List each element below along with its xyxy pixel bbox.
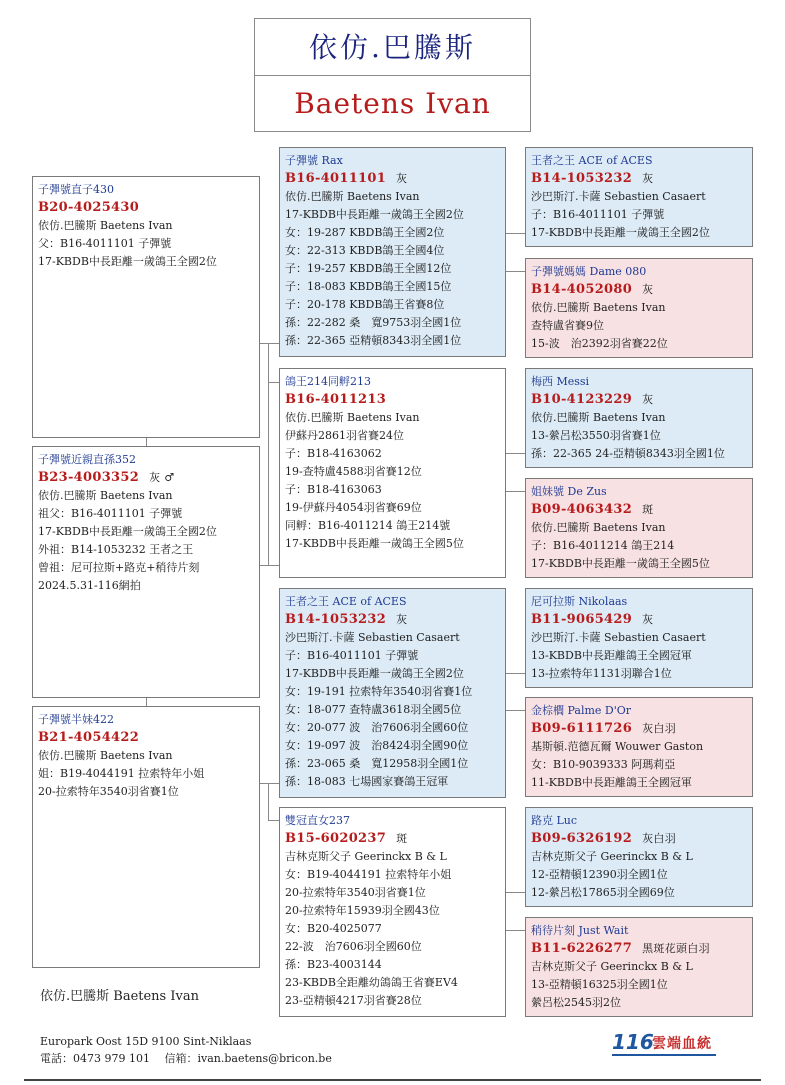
ring-number: B16-4011101 灰 xyxy=(285,171,408,186)
pedigree-card-gen3-3 xyxy=(525,478,753,578)
connector-line xyxy=(506,453,525,454)
ring-number: B14-1053232 灰 xyxy=(285,612,408,627)
pedigree-card-dam xyxy=(279,368,506,578)
bottom-divider xyxy=(24,1079,761,1081)
card-line: 23-KBDB全距離幼鴿鴿王省賽EV4 xyxy=(285,976,458,989)
card-line: 17-KBDB中長距離一歲鴿王全國2位 xyxy=(531,226,710,239)
ring-number: B09-6326192 灰白羽 xyxy=(531,831,676,846)
card-title: 尼可拉斯 Nikolaas xyxy=(531,595,628,608)
card-line: 外祖：B14-1053232 王者之王 xyxy=(38,543,194,556)
logo-number: 116 xyxy=(612,1030,654,1054)
card-title: 路克 Luc xyxy=(531,814,578,827)
ring-number: B23-4003352 灰 ♂ xyxy=(38,470,175,485)
ring-number: B11-6226277 黑斑花頭白羽 xyxy=(531,941,710,956)
ring-number: B16-4011213 xyxy=(285,392,387,407)
pedigree-card-gen1-0 xyxy=(32,176,260,438)
card-line: 11-KBDB中長距離鴿王全國冠軍 xyxy=(531,776,692,789)
pedigree-card-gen3-2 xyxy=(525,368,753,468)
card-line: 依仿.巴騰斯 Baetens Ivan xyxy=(285,411,420,424)
card-line: 子：B16-4011214 鴿王214 xyxy=(531,539,675,552)
card-line: 姐：B19-4044191 拉索特年小姐 xyxy=(38,767,205,780)
card-line: 子：19-257 KBDB鴿王全國12位 xyxy=(285,262,452,275)
card-line: 子：20-178 KBDB鴿王省賽8位 xyxy=(285,298,445,311)
card-line: 孫：18-083 七場國家賽鴿王冠軍 xyxy=(285,775,449,788)
pedigree-card-gen1-1 xyxy=(32,446,260,698)
card-line: 13-KBDB中長距離鴿王全國冠軍 xyxy=(531,649,692,662)
connector-line xyxy=(146,698,147,706)
card-line: 19-查特盧4588羽省賽12位 xyxy=(285,465,422,478)
card-line: 子：B18-4163062 xyxy=(285,447,382,460)
card-title: 子彈號直子430 xyxy=(38,183,114,196)
connector-line xyxy=(260,343,279,344)
card-line: 23-亞精頓4217羽省賽28位 xyxy=(285,994,422,1007)
connector-line xyxy=(506,892,525,893)
card-title: 子彈號半妹422 xyxy=(38,713,114,726)
card-line: 12-亞精頓12390羽全國1位 xyxy=(531,868,668,881)
connector-line xyxy=(268,343,269,565)
card-line: 依仿.巴騰斯 Baetens Ivan xyxy=(531,411,666,424)
card-line: 20-拉索特年3540羽省賽1位 xyxy=(38,785,179,798)
card-line: 17-KBDB中長距離一歲鴿王全國2位 xyxy=(38,255,217,268)
connector-line xyxy=(268,783,269,820)
card-title: 姐妹號 De Zus xyxy=(531,485,607,498)
card-line: 依仿.巴騰斯 Baetens Ivan xyxy=(38,219,173,232)
pedigree-card-sire xyxy=(279,147,506,357)
pedigree-card-gen3-4 xyxy=(525,588,753,688)
card-line: 孫：22-282 桑 寬9753羽全國1位 xyxy=(285,316,462,329)
card-line: 孫：23-065 桑 寬12958羽全國1位 xyxy=(285,757,469,770)
contact-info: 電話：0473 979 101 信箱：ivan.baetens@bricon.be xyxy=(40,1052,332,1065)
card-title: 子彈號媽媽 Dame 080 xyxy=(531,265,647,278)
pedigree-card-maternal-dam xyxy=(279,807,506,1017)
header-name-chinese: 依仿.巴騰斯 xyxy=(255,19,530,76)
connector-line xyxy=(506,673,525,674)
connector-line xyxy=(506,271,525,272)
card-line: 17-KBDB中長距離一歲鴿王全國5位 xyxy=(531,557,710,570)
ring-number: B15-6020237 斑 xyxy=(285,831,408,846)
card-line: 吉林克斯父子 Geerinckx B & L xyxy=(531,850,693,863)
address: Europark Oost 15D 9100 Sint-Niklaas xyxy=(40,1035,252,1048)
card-line: 孫：B23-4003144 xyxy=(285,958,382,971)
pedigree-card-maternal-sire xyxy=(279,588,506,798)
ring-number: B14-4052080 灰 xyxy=(531,282,654,297)
card-line: 女：18-077 查特盧3618羽全國5位 xyxy=(285,703,462,716)
card-line: 女：19-287 KBDB鴿王全國2位 xyxy=(285,226,445,239)
card-line: 13-拉索特年1131羽聯合1位 xyxy=(531,667,672,680)
card-line: 子：B18-4163063 xyxy=(285,483,382,496)
card-line: 曾祖：尼可拉斯+路克+稍待片刻 xyxy=(38,561,200,574)
card-line: 13-縈呂松3550羽省賽1位 xyxy=(531,429,661,442)
connector-line xyxy=(146,438,147,446)
contact-block xyxy=(40,1033,332,1067)
logo-underline xyxy=(612,1054,716,1056)
card-line: 子：18-083 KBDB鴿王全國15位 xyxy=(285,280,452,293)
card-line: 19-伊蘇丹4054羽省賽69位 xyxy=(285,501,422,514)
card-title: 鴿王214同孵213 xyxy=(285,375,371,388)
card-line: 13-亞精頓16325羽全國1位 xyxy=(531,978,668,991)
card-title: 稍待片刻 Just Wait xyxy=(531,924,629,937)
card-line: 17-KBDB中長距離一歲鴿王全國2位 xyxy=(285,208,464,221)
card-title: 金棕櫚 Palme D'Or xyxy=(531,704,632,717)
card-line: 女：B10-9039333 阿瑪莉亞 xyxy=(531,758,676,771)
card-line: 依仿.巴騰斯 Baetens Ivan xyxy=(38,489,173,502)
card-title: 子彈號近親直孫352 xyxy=(38,453,136,466)
connector-line xyxy=(506,491,525,492)
card-line: 依仿.巴騰斯 Baetens Ivan xyxy=(531,301,666,314)
connector-line xyxy=(260,565,279,566)
connector-line xyxy=(506,930,525,931)
connector-line xyxy=(506,233,525,234)
card-title: 梅西 Messi xyxy=(531,375,590,388)
card-line: 女：19-191 拉索特年3540羽省賽1位 xyxy=(285,685,473,698)
logo-text: 雲端血統 xyxy=(652,1036,712,1052)
card-line: 吉林克斯父子 Geerinckx B & L xyxy=(531,960,693,973)
card-line: 女：B20-4025077 xyxy=(285,922,382,935)
card-line: 沙巴斯汀.卡薩 Sebastien Casaert xyxy=(285,631,460,644)
card-line: 12-縈呂松17865羽全國69位 xyxy=(531,886,675,899)
ring-number: B21-4054422 xyxy=(38,730,140,745)
card-line: 孫：22-365 24-亞精頓8343羽全國1位 xyxy=(531,447,725,460)
card-line: 伊蘇丹2861羽省賽24位 xyxy=(285,429,404,442)
card-line: 17-KBDB中長距離一歲鴿王全國5位 xyxy=(285,537,464,550)
ring-number: B09-6111726 灰白羽 xyxy=(531,721,676,736)
pedigree-card-gen1-2 xyxy=(32,706,260,968)
card-line: 沙巴斯汀.卡薩 Sebastien Casaert xyxy=(531,190,706,203)
site-logo xyxy=(612,1030,722,1056)
connector-line xyxy=(260,783,279,784)
card-line: 依仿.巴騰斯 Baetens Ivan xyxy=(38,749,173,762)
pedigree-card-gen3-5 xyxy=(525,697,753,797)
connector-line xyxy=(268,382,279,383)
card-line: 祖父：B16-4011101 子彈號 xyxy=(38,507,183,520)
card-title: 雙冠直女237 xyxy=(285,814,350,827)
card-line: 子：B16-4011101 子彈號 xyxy=(531,208,665,221)
card-line: 22-波 治7606羽全國60位 xyxy=(285,940,422,953)
card-line: 子：B16-4011101 子彈號 xyxy=(285,649,419,662)
header-name-english: Baetens Ivan xyxy=(294,87,491,120)
card-line: 縈呂松2545羽2位 xyxy=(531,996,621,1009)
card-line: 查特盧省賽9位 xyxy=(531,319,604,332)
card-line: 父：B16-4011101 子彈號 xyxy=(38,237,172,250)
card-line: 孫：22-365 亞精頓8343羽全國1位 xyxy=(285,334,462,347)
card-title: 子彈號 Rax xyxy=(285,154,343,167)
ring-number: B09-4063432 斑 xyxy=(531,502,654,517)
pedigree-card-gen3-6 xyxy=(525,807,753,907)
ring-number: B14-1053232 灰 xyxy=(531,171,654,186)
card-line: 女：22-313 KBDB鴿王全國4位 xyxy=(285,244,445,257)
card-title: 王者之王 ACE of ACES xyxy=(531,154,653,167)
ring-number: B11-9065429 灰 xyxy=(531,612,654,627)
card-line: 女：B19-4044191 拉索特年小姐 xyxy=(285,868,452,881)
ring-number: B10-4123229 灰 xyxy=(531,392,654,407)
card-line: 17-KBDB中長距離一歲鴿王全國2位 xyxy=(38,525,217,538)
card-line: 吉林克斯父子 Geerinckx B & L xyxy=(285,850,447,863)
pedigree-card-gen3-1 xyxy=(525,258,753,358)
card-line: 17-KBDB中長距離一歲鴿王全國2位 xyxy=(285,667,464,680)
card-line: 同孵：B16-4011214 鴿王214號 xyxy=(285,519,451,532)
card-line: 20-拉索特年15939羽全國43位 xyxy=(285,904,440,917)
card-line: 2024.5.31-116網拍 xyxy=(38,579,141,592)
card-line: 依仿.巴騰斯 Baetens Ivan xyxy=(285,190,420,203)
pedigree-card-gen3-0 xyxy=(525,147,753,247)
card-line: 15-波 治2392羽省賽22位 xyxy=(531,337,668,350)
card-line: 女：19-097 波 治8424羽全國90位 xyxy=(285,739,469,752)
card-line: 女：20-077 波 治7606羽全國60位 xyxy=(285,721,469,734)
connector-line xyxy=(268,820,279,821)
card-line: 基斯頓.范德瓦爾 Wouwer Gaston xyxy=(531,740,704,753)
owner-name: 依仿.巴騰斯 Baetens Ivan xyxy=(40,989,199,1004)
connector-line xyxy=(506,710,525,711)
header-box xyxy=(254,18,531,132)
card-line: 沙巴斯汀.卡薩 Sebastien Casaert xyxy=(531,631,706,644)
pedigree-card-gen3-7 xyxy=(525,917,753,1017)
card-line: 依仿.巴騰斯 Baetens Ivan xyxy=(531,521,666,534)
ring-number: B20-4025430 xyxy=(38,200,140,215)
card-title: 王者之王 ACE of ACES xyxy=(285,595,407,608)
card-line: 20-拉索特年3540羽省賽1位 xyxy=(285,886,426,899)
